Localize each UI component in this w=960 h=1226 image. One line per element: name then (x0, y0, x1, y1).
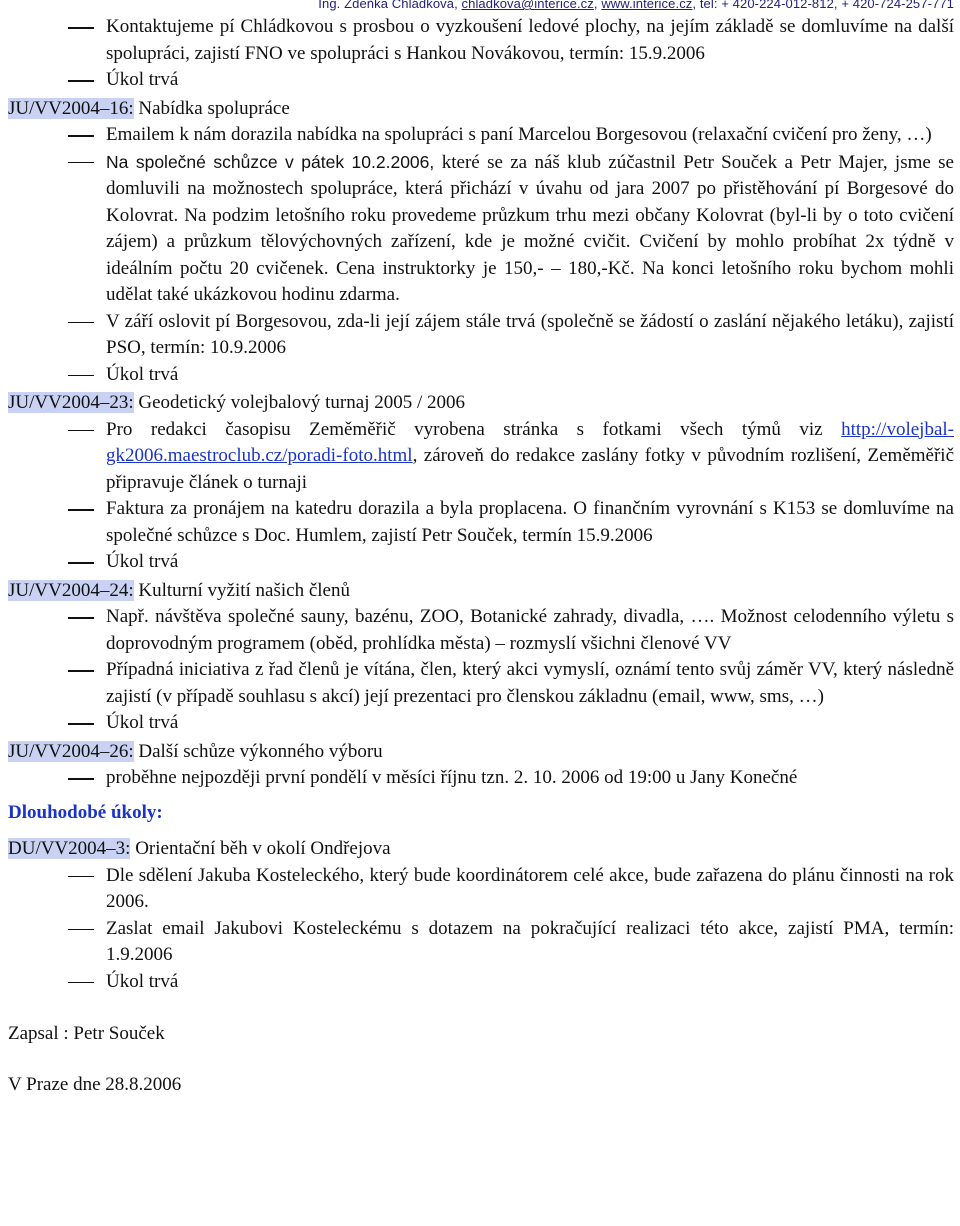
list-item: Úkol trvá (8, 969, 954, 996)
topic-title: Kulturní vyžití našich členů (133, 579, 350, 601)
dash-bullet (68, 375, 94, 377)
dash-bullet (68, 670, 94, 672)
topic-heading (8, 578, 954, 605)
list-item: proběhne nejpozději první pondělí v měsíci říjnu tzn. 2. 10. 2006 od 19:00 u Jany Konečné (8, 765, 954, 792)
list-item: V září oslovit pí Borgesovou, zda-li její zájem stále trvá (společně se žádostí o zaslání nějakého letáku), zajistí PSO, termín: 10.9.2006 (8, 309, 954, 362)
dash-bullet (68, 778, 94, 780)
recorded-by: Zapsal : Petr Souček (8, 1023, 165, 1044)
topic-code: JU/VV2004–26: (8, 740, 134, 762)
dash-bullet (68, 876, 94, 878)
list-item: Zaslat email Jakubovi Kosteleckému s dotazem na pokračující realizaci této akce, zajistí PMA, termín: 1.9.2006 (8, 916, 954, 969)
topic-code: JU/VV2004–24: (8, 579, 134, 601)
photo-page-link[interactable]: http://volejbal-gk2006.maestroclub.cz/poradi-foto.html (106, 418, 954, 466)
topic-heading (8, 96, 954, 123)
dash-bullet (68, 509, 94, 511)
list-item: Dle sdělení Jakuba Kosteleckého, který bude koordinátorem celé akce, bude zařazena do plánu činnosti na rok 2006. (8, 863, 954, 916)
topic-title: Nabídka spolupráce (133, 97, 290, 119)
list-item: Pro redakci časopisu Zeměměřič vyrobena stránka s fotkami všech týmů viz http://volejbal-gk2006.maestroclub.cz/poradi-foto.html, zároveň do redakce zaslány fotky v původním rozlišení, Zeměměřič připravuje článek o turnaji (8, 417, 954, 497)
topic-code: JU/VV2004–23: (8, 392, 134, 413)
list-item: Úkol trvá (8, 549, 954, 576)
minutes-body (8, 14, 954, 1098)
topic-code: DU/VV2004–3: (8, 838, 131, 859)
dash-bullet (68, 982, 94, 984)
dash-bullet (68, 162, 94, 164)
topic-heading (8, 390, 954, 417)
dash-bullet (68, 617, 94, 619)
dash-bullet (68, 80, 94, 82)
list-item: Např. návštěva společné sauny, bazénu, ZOO, Botanické zahrady, divadla, …. Možnost celodenního výletu s doprovodným programem (oběd, prohlídka města) – rozmyslí všichni členové VV (8, 604, 954, 657)
topic-title: Geodetický volejbalový turnaj 2005 / 2006 (133, 392, 466, 413)
header-email-link[interactable]: chladkova@interice.cz (461, 0, 594, 11)
topic-title: Orientační běh v okolí Ondřejova (130, 838, 391, 859)
page-header: Ing. Zdeňka Chládková, chladkova@interice.cz, www.interice.cz, tel: + 420-224-012-812, + 420-724-257-771 (318, 0, 954, 14)
list-item: Emailem k nám dorazila nabídka na spolupráci s paní Marcelou Borgesovou (relaxační cvičení pro ženy, …) (8, 122, 954, 149)
dash-bullet (68, 27, 94, 29)
list-item: Úkol trvá (8, 67, 954, 94)
header-name: Ing. Zdeňka Chládková, (318, 0, 462, 11)
topic-code: JU/VV2004–16: (8, 97, 134, 119)
list-item: Faktura za pronájem na katedru dorazila a byla proplacena. O finančním vyrovnání s K153 se domluvíme na společné schůzce s Doc. Humlem, zajistí Petr Souček, termín 15.9.2006 (8, 496, 954, 549)
list-item: Na společné schůzce v pátek 10.2.2006, které se za náš klub zúčastnil Petr Souček a Petr Majer, jsme se domluvili na možnostech spolupráce, která přichází v úvahu od jara 2007 po přistěhování pí Borgesové do Kolovrat. Na podzim letošního roku provedeme průzkum trhu mezi občany Kolovrat (byl-li by o toto cvičení zájem) a průzkum tělovýchovných zařízení, kde je možné cvičit. Cvičení by mohlo probíhat 2x týdně v ideálním počtu 20 cvičenek. Cena instruktorky je 150,- – 180,-Kč. Na konci letošního roku bychom mohli udělat také ukázkovou hodinu zdarma. (8, 149, 954, 309)
header-web-link[interactable]: www.interice.cz (601, 0, 693, 11)
topic-heading (8, 836, 954, 863)
section-heading-long-term: Dlouhodobé úkoly: (8, 801, 163, 823)
dash-bullet (68, 562, 94, 564)
place-date: V Praze dne 28.8.2006 (8, 1073, 182, 1095)
topic-heading (8, 739, 954, 766)
list-item: Úkol trvá (8, 362, 954, 389)
dash-bullet (68, 723, 94, 725)
dash-bullet (68, 135, 94, 137)
list-item: Úkol trvá (8, 710, 954, 737)
list-item: Případná iniciativa z řad členů je vítána, člen, který akci vymyslí, oznámí tento svůj záměr VV, který následně zajistí (v případě souhlasu s akcí) její prezentaci pro členskou základnu (email, www, sms, …) (8, 657, 954, 710)
dash-bullet (68, 430, 94, 432)
list-item: Kontaktujeme pí Chládkovou s prosbou o vyzkoušení ledové plochy, na jejím základě se domluvíme na další spolupráci, zajistí FNO ve spolupráci s Hankou Novákovou, termín: 15.9.2006 (8, 14, 954, 67)
header-phones: , tel: + 420-224-012-812, + 420-724-257-771 (692, 0, 954, 11)
dash-bullet (68, 322, 94, 324)
dash-bullet (68, 929, 94, 931)
topic-title: Další schůze výkonného výboru (133, 740, 383, 762)
